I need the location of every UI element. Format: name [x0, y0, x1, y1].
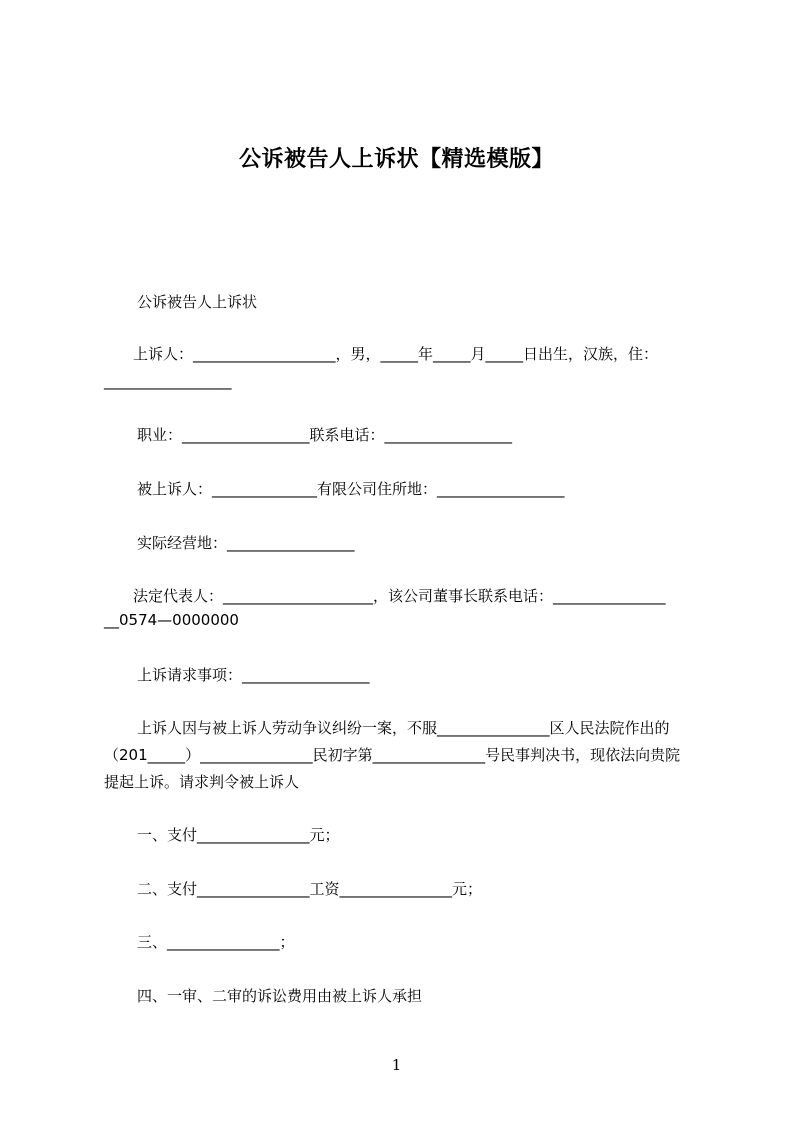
appeal-body-line-3: 提起上诉。请求判令被上诉人	[104, 773, 300, 791]
phone-number-line: __0574—0000000	[104, 611, 239, 629]
request-item-4: 四、一审、二审的诉讼费用由被上诉人承担	[137, 987, 423, 1005]
business-address-line: 实际经营地：_________________	[137, 534, 355, 552]
appeal-requests-heading: 上诉请求事项：_________________	[137, 666, 370, 684]
occupation-line: 职业：_________________联系电话：_________________	[137, 426, 513, 444]
doc-heading: 公诉被告人上诉状	[137, 293, 258, 311]
request-item-3: 三、_______________；	[137, 933, 295, 951]
appellant-line: 上诉人：___________________，男，_____年_____月_____日出生，汉族，住：	[133, 345, 659, 363]
document-title: 公诉被告人上诉状【精选模版】	[238, 147, 554, 172]
request-item-2: 二、支付_______________工资_______________元；	[137, 880, 483, 898]
appellant-address-line: _________________	[104, 372, 232, 390]
appeal-body-line-2: （201_____）_______________民初字第_______________号民事判决书，现依法向贵院	[104, 746, 681, 764]
appeal-body-line-1: 上诉人因与被上诉人劳动争议纠纷一案，不服_______________区人民法院作出的	[137, 719, 670, 737]
legal-representative-line: 法定代表人：____________________，该公司董事长联系电话：_______________	[133, 587, 666, 605]
request-item-1: 一、支付_______________元；	[137, 826, 340, 844]
appellee-line: 被上诉人：______________有限公司住所地：_________________	[137, 480, 565, 498]
page-number: 1	[391, 1056, 402, 1074]
